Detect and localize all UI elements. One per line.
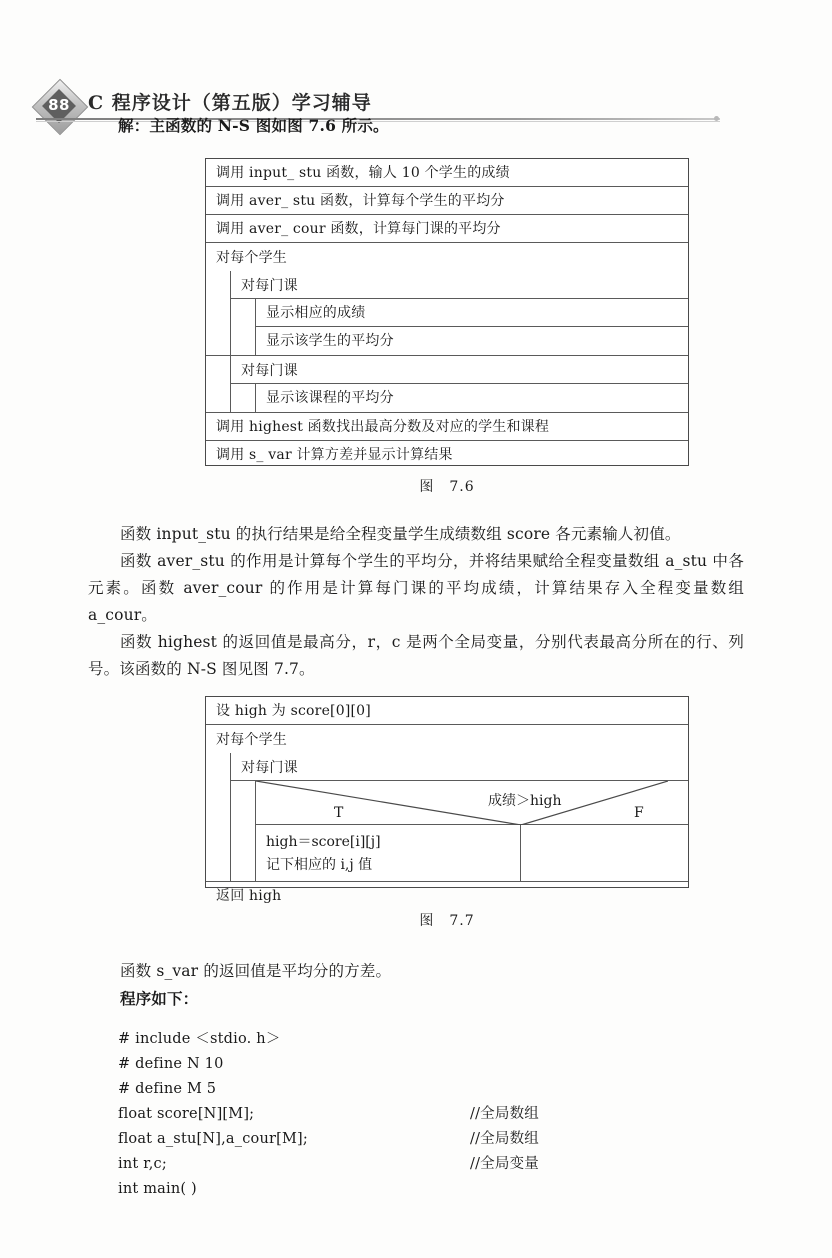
code-line-7: int main( )	[118, 1181, 197, 1197]
condition-triangle-lines	[256, 781, 668, 825]
ns-loop-each-course-2-body	[255, 384, 688, 412]
code-comment-5: //全局数组	[470, 1131, 539, 1147]
ns-row-set-high: 设 high 为 score[0][0]	[206, 697, 688, 725]
ns-loop-each-student-body	[230, 271, 688, 355]
code-line-4: float score[N][M];	[118, 1106, 255, 1122]
ns-loop-each-course-2-wrapper	[230, 356, 688, 412]
code-comment-4: //全局数组	[470, 1106, 539, 1122]
condition-false-label: F	[634, 805, 644, 821]
ns-branch-true-line-1: high＝score[i][j]	[266, 834, 381, 850]
figure-7-6-ns-diagram	[205, 158, 689, 466]
figure-7-6-caption: 图 7.6	[419, 479, 475, 495]
code-line-5: float a_stu[N],a_cour[M];	[118, 1131, 308, 1147]
ns-row-show-score: 显示相应的成绩	[256, 299, 688, 327]
ns-row-call-aver-cour: 调用 aver_ cour 函数，计算每门课的平均分	[206, 215, 688, 243]
code-line-2: # define N 10	[118, 1056, 224, 1072]
page-header	[0, 40, 832, 114]
condition-expression: 成绩＞high	[488, 793, 562, 809]
ns-row-return-high: 返回 high	[216, 888, 282, 904]
ns-condition-branches	[256, 825, 688, 881]
paragraph-program-follows: 程序如下：	[120, 989, 199, 1008]
ns-row-call-highest: 调用 highest 函数找出最高分数及对应的学生和课程	[206, 413, 688, 441]
ns-loop-each-course-1-label: 对每门课	[231, 271, 688, 299]
ns-condition-block	[256, 781, 688, 825]
ns-branch-false	[521, 825, 688, 881]
ns-row-call-s-var: 调用 s_ var 计算方差并显示计算结果	[216, 447, 453, 463]
ns-row-show-course-average: 显示该课程的平均分	[266, 390, 394, 406]
code-line-6: int r,c;	[118, 1156, 167, 1172]
code-comment-6: //全局变量	[470, 1156, 539, 1172]
ns-loop-each-course-2-label: 对每门课	[231, 356, 688, 384]
header-end-dot	[714, 116, 719, 121]
ns-row-call-aver-stu: 调用 aver_ stu 函数，计算每个学生的平均分	[206, 187, 688, 215]
ns-loop-each-course-1	[231, 271, 688, 355]
header-title: C 程序设计（第五版）学习辅导	[88, 92, 372, 114]
page-number: 88	[48, 96, 70, 114]
paragraph-input-stu: 函数 input_stu 的执行结果是给全程变量学生成绩数组 score 各元素输人初值。	[120, 525, 681, 543]
ns-loop-each-student-77-body	[230, 753, 688, 881]
figure-7-7-ns-diagram	[205, 696, 689, 904]
ns-loop-each-course-1-body	[255, 299, 688, 355]
code-line-1: # include ＜stdio. h＞	[118, 1031, 281, 1047]
condition-true-label: T	[334, 805, 344, 821]
ns-loop-each-student-77	[206, 725, 688, 882]
ns-loop-each-course-77	[231, 753, 688, 881]
ns-loop-each-student	[206, 243, 688, 356]
ns-branch-true	[256, 825, 521, 881]
paragraph-s-var: 函数 s_var 的返回值是平均分的方差。	[120, 962, 392, 980]
ns-loop-each-course-77-body	[255, 781, 688, 881]
paragraph-aver-stu: 函数 aver_stu 的作用是计算每个学生的平均分，并将结果赋给全程变量数组 a_stu 中各元素。函数 aver_cour 的作用是计算每门课的平均成绩，计算结果存入全程变量数组 a_cour。	[88, 552, 744, 624]
figure-7-7-caption: 图 7.7	[419, 913, 475, 929]
solution-intro-line: 解：主函数的 N-S 图如图 7.6 所示。	[118, 116, 389, 135]
ns-loop-each-course-77-label: 对每门课	[231, 753, 688, 781]
ns-loop-each-course-2	[206, 356, 688, 413]
code-line-3: # define M 5	[118, 1081, 217, 1097]
ns-loop-each-student-label: 对每个学生	[216, 250, 287, 266]
ns-branch-true-line-2: 记下相应的 i,j 值	[266, 857, 373, 873]
ns-row-show-student-average: 显示该学生的平均分	[266, 333, 394, 349]
ns-loop-each-student-77-label: 对每个学生	[216, 732, 287, 748]
ns-row-call-input-stu: 调用 input_ stu 函数，输人 10 个学生的成绩	[206, 159, 688, 187]
paragraph-highest: 函数 highest 的返回值是最高分，r，c 是两个全局变量，分别代表最高分所在的行、列号。该函数的 N-S 图见图 7.7。	[88, 633, 744, 678]
